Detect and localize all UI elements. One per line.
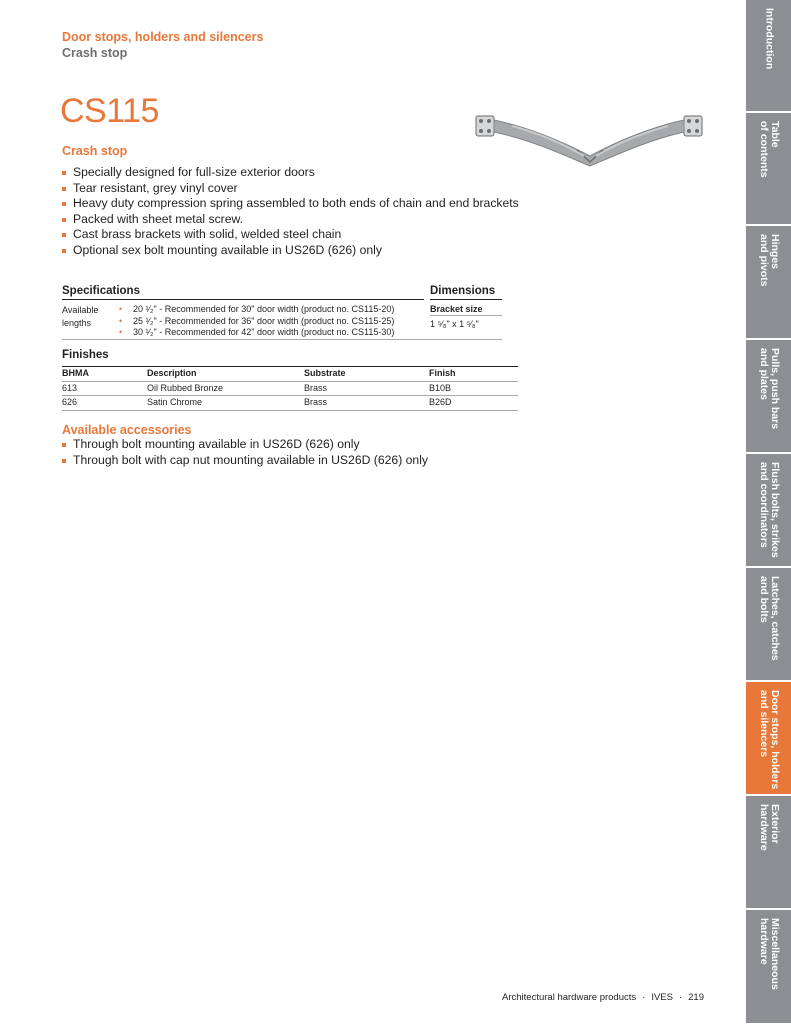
section-title: Door stops, holders and silencers xyxy=(62,30,264,44)
footer-catalog: Architectural hardware products xyxy=(502,992,637,1003)
finishes-table xyxy=(62,366,518,411)
tab-label: and plates xyxy=(757,348,770,400)
tab-label: Miscellaneous xyxy=(768,918,781,990)
tab-label: and silencers xyxy=(757,690,770,758)
bracket-size-value: 1 ⁵⁄₈" x 1 ⁵⁄₈" xyxy=(430,319,479,329)
length-item: • 25 ¹⁄₂" - Recommended for 36" door width (product no. CS115-25) xyxy=(119,316,394,328)
length-item: • 20 ¹⁄₂" - Recommended for 30" door width (product no. CS115-20) xyxy=(119,304,394,316)
tab-label: of contents xyxy=(757,121,770,178)
tab-door-stops-holders-and-silencers[interactable] xyxy=(746,682,791,795)
table-rule xyxy=(430,299,502,300)
tab-label: and bolts xyxy=(757,576,770,623)
page-number: 219 xyxy=(688,992,704,1003)
accessories-list xyxy=(62,437,428,468)
tab-label: Exterior xyxy=(768,804,781,844)
product-code: CS115 xyxy=(60,92,159,130)
finishes-header-row: BHMA Description Substrate Finish xyxy=(62,368,456,378)
tab-hinges-and-pivots[interactable] xyxy=(746,226,791,339)
tab-label: and pivots xyxy=(757,234,770,287)
feature-list xyxy=(62,165,519,258)
tab-label: Flush bolts, strikes xyxy=(768,462,781,558)
tab-label: Table xyxy=(768,121,781,148)
tab-label: and coordinators xyxy=(757,462,770,548)
section-subtitle: Crash stop xyxy=(62,46,128,60)
length-item: • 30 ¹⁄₂" - Recommended for 42" door width (product no. CS115-30) xyxy=(119,327,394,339)
tab-label: hardware xyxy=(757,804,770,851)
table-row: 613 Oil Rubbed Bronze Brass B10B xyxy=(62,382,452,393)
tab-label: Hinges xyxy=(768,234,781,270)
specifications-heading: Specifications xyxy=(62,285,140,297)
tab-label: Latches, catches xyxy=(768,576,781,661)
feature-item: Specially designed for full-size exterior doors xyxy=(62,165,519,181)
tab-label: hardware xyxy=(757,918,770,965)
dimensions-heading: Dimensions xyxy=(430,285,496,297)
tab-exterior-hardware[interactable] xyxy=(746,796,791,909)
tab-label: Pulls, push bars xyxy=(768,348,781,430)
accessories-heading: Available accessories xyxy=(62,423,192,437)
feature-item: Optional sex bolt mounting available in US26D (626) only xyxy=(62,243,519,259)
tab-flush-bolts-strikes-and-coordinators[interactable] xyxy=(746,454,791,567)
finishes-heading: Finishes xyxy=(62,349,109,361)
section-tabs xyxy=(746,0,791,1024)
bracket-size-label: Bracket size xyxy=(430,304,483,314)
accessory-item: Through bolt mounting available in US26D (626) only xyxy=(62,437,428,453)
tab-introduction[interactable] xyxy=(746,0,791,112)
table-row: 626 Satin Chrome Brass B26D xyxy=(62,397,452,407)
feature-item: Heavy duty compression spring assembled to both ends of chain and end brackets xyxy=(62,196,519,212)
product-name-heading: Crash stop xyxy=(62,144,128,158)
feature-item: Tear resistant, grey vinyl cover xyxy=(62,181,519,197)
tab-latches-catches-and-bolts[interactable] xyxy=(746,568,791,681)
table-rule xyxy=(62,299,424,300)
lengths-label: Available lengths xyxy=(62,305,99,328)
tab-label: Introduction xyxy=(763,8,775,70)
table-rule xyxy=(62,339,502,340)
table-rule xyxy=(430,315,502,316)
page-footer: Architectural hardware products · IVES · 219 xyxy=(502,992,704,1003)
crash-stop-product-image xyxy=(472,110,708,170)
tab-pulls-push-bars-and-plates[interactable] xyxy=(746,340,791,453)
lengths-list xyxy=(119,304,394,339)
table-rule xyxy=(62,410,518,411)
tab-miscellaneous-hardware[interactable] xyxy=(746,910,791,1024)
tab-table-of-contents[interactable] xyxy=(746,113,791,225)
specifications-table xyxy=(62,285,502,337)
feature-item: Packed with sheet metal screw. xyxy=(62,212,519,228)
tab-label: Door stops, holders xyxy=(768,690,781,790)
footer-brand: IVES xyxy=(651,992,673,1003)
feature-item: Cast brass brackets with solid, welded steel chain xyxy=(62,227,519,243)
accessory-item: Through bolt with cap nut mounting available in US26D (626) only xyxy=(62,453,428,469)
